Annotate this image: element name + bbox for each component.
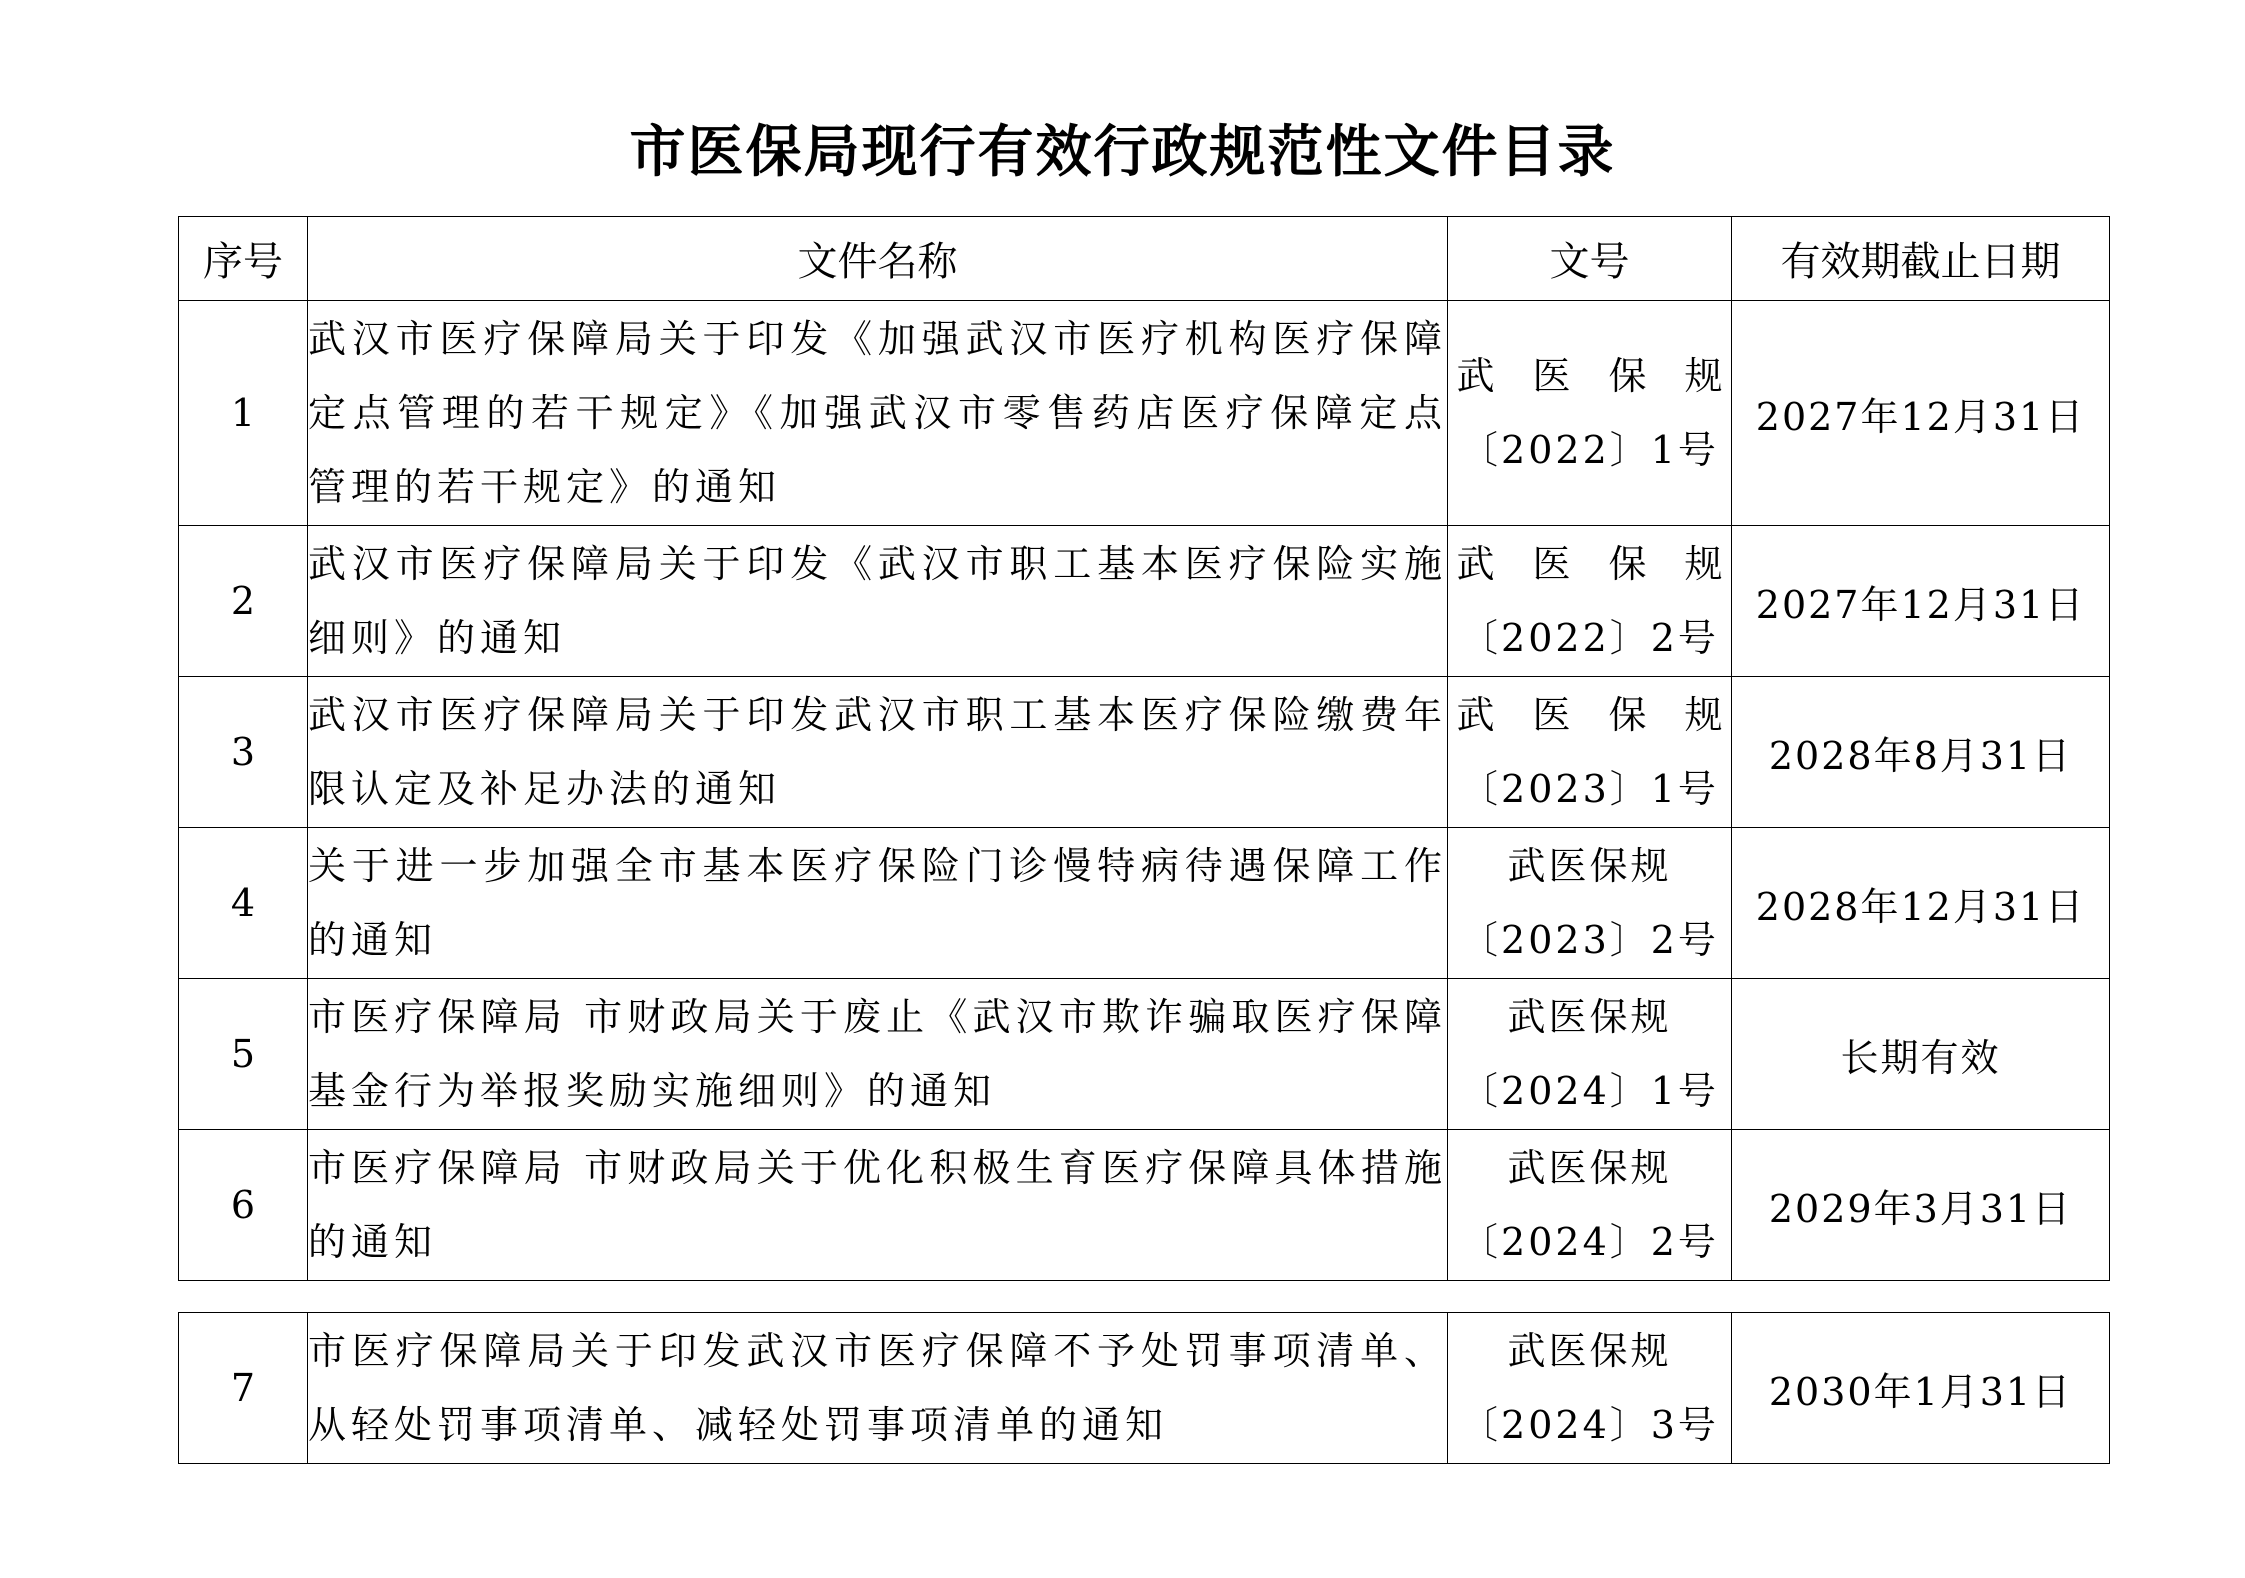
document-number-suffix: 〔2022〕2号 (1460, 616, 1719, 660)
row-number: 7 (179, 1313, 308, 1464)
table-row (179, 1130, 2110, 1281)
document-number (1448, 526, 1761, 677)
document-name: 武汉市医疗保障局关于印发《加强武汉市医疗机构医疗保障定点管理的若干规定》《加强武汉市零售药店医疗保障定点管理的若干规定》的通知 (308, 301, 1448, 526)
document-number-suffix: 〔2024〕3号 (1460, 1403, 1719, 1447)
header-expiry-date: 有效期截止日期 (1732, 217, 2110, 301)
expiry-date: 2028年12月31日 (1732, 828, 2110, 979)
document-number-suffix: 〔2022〕1号 (1460, 428, 1719, 472)
document-number (1448, 979, 1732, 1130)
table-row (179, 979, 2110, 1130)
table-row (179, 526, 2110, 677)
document-number-prefix: 武医保规 (1456, 693, 1761, 737)
table-row (179, 1313, 2110, 1464)
document-name: 市医疗保障局关于印发武汉市医疗保障不予处罚事项清单、从轻处罚事项清单、减轻处罚事项清单的通知 (308, 1313, 1448, 1464)
row-number: 4 (179, 828, 308, 979)
document-number-prefix: 武医保规 (1456, 542, 1761, 586)
row-number: 2 (179, 526, 308, 677)
header-serial-number: 序号 (179, 217, 308, 301)
expiry-date: 2027年12月31日 (1732, 526, 2110, 677)
document-number-prefix: 武医保规 (1507, 1146, 1672, 1190)
table-row (179, 677, 2110, 828)
document-number-suffix: 〔2023〕1号 (1460, 767, 1719, 811)
row-number: 5 (179, 979, 308, 1130)
expiry-date: 2029年3月31日 (1732, 1130, 2110, 1281)
document-name: 武汉市医疗保障局关于印发《武汉市职工基本医疗保险实施细则》的通知 (308, 526, 1448, 677)
document-number (1448, 1313, 1732, 1464)
table-row (179, 301, 2110, 526)
expiry-date: 长期有效 (1732, 979, 2110, 1130)
row-number: 1 (179, 301, 308, 526)
document-name: 市医疗保障局 市财政局关于优化积极生育医疗保障具体措施的通知 (308, 1130, 1448, 1281)
header-document-name: 文件名称 (308, 217, 1448, 301)
document-number-prefix: 武医保规 (1456, 354, 1761, 398)
document-number (1448, 677, 1761, 828)
table-row (179, 828, 2110, 979)
document-name: 武汉市医疗保障局关于印发武汉市职工基本医疗保险缴费年限认定及补足办法的通知 (308, 677, 1448, 828)
header-document-number: 文号 (1448, 217, 1732, 301)
document-title: 市医保局现行有效行政规范性文件目录 (629, 119, 1616, 185)
expiry-date: 2030年1月31日 (1732, 1313, 2110, 1464)
document-number-prefix: 武医保规 (1507, 995, 1672, 1039)
document-number-suffix: 〔2023〕2号 (1460, 918, 1719, 962)
document-number (1448, 301, 1761, 526)
regulations-table-continued (178, 1312, 2110, 1464)
expiry-date: 2027年12月31日 (1732, 301, 2110, 526)
document-number-prefix: 武医保规 (1507, 844, 1672, 888)
regulations-table (178, 216, 2110, 1281)
document-number (1448, 828, 1732, 979)
document-number-prefix: 武医保规 (1507, 1329, 1672, 1373)
document-number-suffix: 〔2024〕2号 (1460, 1220, 1719, 1264)
document-number (1448, 1130, 1732, 1281)
table-header-row (179, 217, 2110, 301)
row-number: 3 (179, 677, 308, 828)
document-name: 关于进一步加强全市基本医疗保险门诊慢特病待遇保障工作的通知 (308, 828, 1448, 979)
expiry-date: 2028年8月31日 (1732, 677, 2110, 828)
document-number-suffix: 〔2024〕1号 (1460, 1069, 1719, 1113)
row-number: 6 (179, 1130, 308, 1281)
document-name: 市医疗保障局 市财政局关于废止《武汉市欺诈骗取医疗保障基金行为举报奖励实施细则》的通知 (308, 979, 1448, 1130)
